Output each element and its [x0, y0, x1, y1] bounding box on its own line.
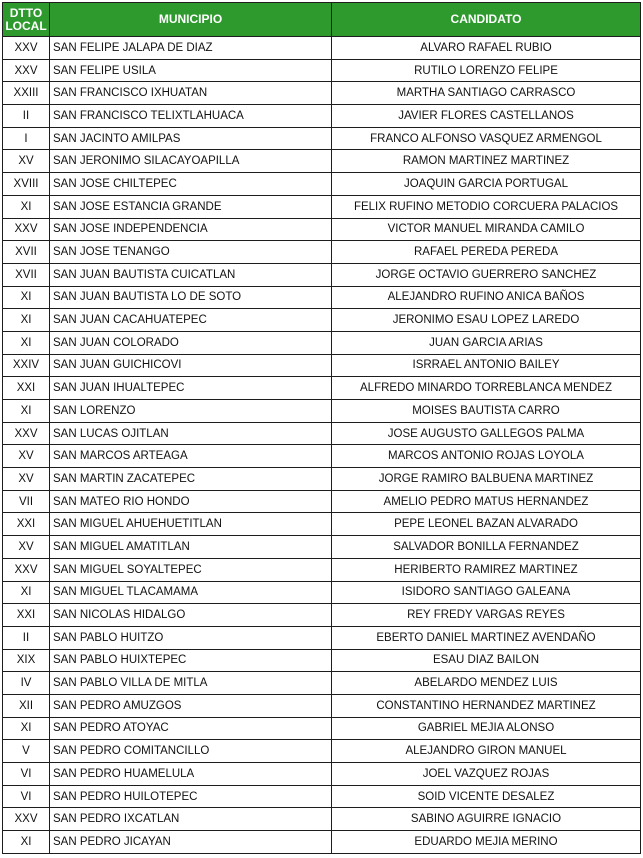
dtto-cell: XV — [3, 468, 50, 491]
table-row — [3, 558, 641, 581]
table-row — [3, 740, 641, 763]
dtto-cell: XXI — [3, 377, 50, 400]
candidato-cell: JORGE RAMIRO BALBUENA MARTINEZ — [332, 468, 641, 491]
dtto-cell: XI — [3, 331, 50, 354]
dtto-cell: XXV — [3, 59, 50, 82]
candidato-cell: REY FREDY VARGAS REYES — [332, 604, 641, 627]
municipio-cell: SAN PABLO VILLA DE MITLA — [50, 672, 332, 695]
table-row — [3, 173, 641, 196]
table-row — [3, 37, 641, 60]
municipio-cell: SAN JERONIMO SILACAYOAPILLA — [50, 150, 332, 173]
municipio-cell: SAN FRANCISCO TELIXTLAHUACA — [50, 105, 332, 128]
dtto-cell: XXV — [3, 37, 50, 60]
municipio-cell: SAN JOSE CHILTEPEC — [50, 173, 332, 196]
candidato-cell: ALVARO RAFAEL RUBIO — [332, 37, 641, 60]
table-row — [3, 286, 641, 309]
candidato-cell: EBERTO DANIEL MARTINEZ AVENDAÑO — [332, 626, 641, 649]
table-row — [3, 694, 641, 717]
municipio-cell: SAN JACINTO AMILPAS — [50, 127, 332, 150]
municipio-cell: SAN PABLO HUITZO — [50, 626, 332, 649]
table-row — [3, 400, 641, 423]
candidato-cell: PEPE LEONEL BAZAN ALVARADO — [332, 513, 641, 536]
header-candidato: CANDIDATO — [332, 3, 641, 37]
candidato-cell: JAVIER FLORES CASTELLANOS — [332, 105, 641, 128]
municipio-cell: SAN FELIPE JALAPA DE DIAZ — [50, 37, 332, 60]
table-row — [3, 785, 641, 808]
dtto-cell: XI — [3, 286, 50, 309]
table-row — [3, 445, 641, 468]
table-row — [3, 59, 641, 82]
candidato-cell: MOISES BAUTISTA CARRO — [332, 400, 641, 423]
municipio-cell: SAN MIGUEL TLACAMAMA — [50, 581, 332, 604]
table-row — [3, 82, 641, 105]
table-row — [3, 513, 641, 536]
candidato-cell: ESAU DIAZ BAILON — [332, 649, 641, 672]
municipio-cell: SAN PEDRO HUAMELULA — [50, 763, 332, 786]
candidato-cell: JOAQUIN GARCIA PORTUGAL — [332, 173, 641, 196]
municipio-cell: SAN MARCOS ARTEAGA — [50, 445, 332, 468]
municipio-cell: SAN PEDRO JICAYAN — [50, 831, 332, 854]
dtto-cell: XI — [3, 717, 50, 740]
municipio-cell: SAN JUAN CACAHUATEPEC — [50, 309, 332, 332]
municipio-cell: SAN LORENZO — [50, 400, 332, 423]
candidato-cell: SALVADOR BONILLA FERNANDEZ — [332, 536, 641, 559]
candidato-cell: JERONIMO ESAU LOPEZ LAREDO — [332, 309, 641, 332]
table-row — [3, 717, 641, 740]
municipio-cell: SAN PEDRO ATOYAC — [50, 717, 332, 740]
table-row — [3, 105, 641, 128]
table-row — [3, 309, 641, 332]
table-row — [3, 354, 641, 377]
dtto-cell: I — [3, 127, 50, 150]
municipio-cell: SAN JUAN GUICHICOVI — [50, 354, 332, 377]
table-row — [3, 808, 641, 831]
dtto-cell: VII — [3, 490, 50, 513]
candidato-cell: JOSE AUGUSTO GALLEGOS PALMA — [332, 422, 641, 445]
dtto-cell: V — [3, 740, 50, 763]
candidato-cell: ALFREDO MINARDO TORREBLANCA MENDEZ — [332, 377, 641, 400]
dtto-cell: XI — [3, 831, 50, 854]
dtto-cell: XI — [3, 400, 50, 423]
header-dtto-line2: LOCAL — [5, 18, 47, 33]
candidates-table — [2, 2, 641, 854]
candidato-cell: ISRRAEL ANTONIO BAILEY — [332, 354, 641, 377]
candidato-cell: RAMON MARTINEZ MARTINEZ — [332, 150, 641, 173]
table-row — [3, 649, 641, 672]
municipio-cell: SAN PEDRO IXCATLAN — [50, 808, 332, 831]
dtto-cell: XVII — [3, 241, 50, 264]
candidato-cell: EDUARDO MEJIA MERINO — [332, 831, 641, 854]
header-row — [3, 3, 641, 37]
dtto-cell: XI — [3, 309, 50, 332]
dtto-cell: XXV — [3, 422, 50, 445]
table-row — [3, 672, 641, 695]
municipio-cell: SAN PEDRO AMUZGOS — [50, 694, 332, 717]
municipio-cell: SAN FELIPE USILA — [50, 59, 332, 82]
table-row — [3, 626, 641, 649]
municipio-cell: SAN JOSE ESTANCIA GRANDE — [50, 195, 332, 218]
dtto-cell: XXV — [3, 218, 50, 241]
candidato-cell: RAFAEL PEREDA PEREDA — [332, 241, 641, 264]
municipio-cell: SAN LUCAS OJITLAN — [50, 422, 332, 445]
candidato-cell: ISIDORO SANTIAGO GALEANA — [332, 581, 641, 604]
table-row — [3, 377, 641, 400]
candidato-cell: HERIBERTO RAMIREZ MARTINEZ — [332, 558, 641, 581]
municipio-cell: SAN JOSE INDEPENDENCIA — [50, 218, 332, 241]
table-row — [3, 195, 641, 218]
municipio-cell: SAN NICOLAS HIDALGO — [50, 604, 332, 627]
table-row — [3, 422, 641, 445]
table-row — [3, 604, 641, 627]
table-row — [3, 536, 641, 559]
dtto-cell: XI — [3, 195, 50, 218]
header-dtto-local — [3, 3, 50, 37]
candidato-cell: SOID VICENTE DESALEZ — [332, 785, 641, 808]
candidato-cell: CONSTANTINO HERNANDEZ MARTINEZ — [332, 694, 641, 717]
dtto-cell: II — [3, 105, 50, 128]
dtto-cell: XI — [3, 581, 50, 604]
table-row — [3, 490, 641, 513]
candidato-cell: FELIX RUFINO METODIO CORCUERA PALACIOS — [332, 195, 641, 218]
candidato-cell: ABELARDO MENDEZ LUIS — [332, 672, 641, 695]
header-dtto-line1: DTTO — [9, 5, 43, 20]
dtto-cell: XXV — [3, 558, 50, 581]
table-row — [3, 150, 641, 173]
dtto-cell: XV — [3, 150, 50, 173]
dtto-cell: XXV — [3, 808, 50, 831]
candidato-cell: VICTOR MANUEL MIRANDA CAMILO — [332, 218, 641, 241]
dtto-cell: IV — [3, 672, 50, 695]
municipio-cell: SAN JUAN BAUTISTA LO DE SOTO — [50, 286, 332, 309]
candidato-cell: JOEL VAZQUEZ ROJAS — [332, 763, 641, 786]
table-row — [3, 581, 641, 604]
table-row — [3, 127, 641, 150]
dtto-cell: XV — [3, 445, 50, 468]
municipio-cell: SAN MIGUEL AMATITLAN — [50, 536, 332, 559]
dtto-cell: XVII — [3, 263, 50, 286]
dtto-cell: XXIV — [3, 354, 50, 377]
candidato-cell: GABRIEL MEJIA ALONSO — [332, 717, 641, 740]
candidato-cell: ALEJANDRO RUFINO ANICA BAÑOS — [332, 286, 641, 309]
municipio-cell: SAN PEDRO COMITANCILLO — [50, 740, 332, 763]
candidato-cell: MARTHA SANTIAGO CARRASCO — [332, 82, 641, 105]
candidato-cell: JUAN GARCIA ARIAS — [332, 331, 641, 354]
municipio-cell: SAN PABLO HUIXTEPEC — [50, 649, 332, 672]
table-row — [3, 263, 641, 286]
municipio-cell: SAN MIGUEL SOYALTEPEC — [50, 558, 332, 581]
municipio-cell: SAN FRANCISCO IXHUATAN — [50, 82, 332, 105]
dtto-cell: XV — [3, 536, 50, 559]
municipio-cell: SAN MARTIN ZACATEPEC — [50, 468, 332, 491]
municipio-cell: SAN MIGUEL AHUEHUETITLAN — [50, 513, 332, 536]
candidato-cell: MARCOS ANTONIO ROJAS LOYOLA — [332, 445, 641, 468]
dtto-cell: VI — [3, 763, 50, 786]
candidato-cell: FRANCO ALFONSO VASQUEZ ARMENGOL — [332, 127, 641, 150]
candidato-cell: SABINO AGUIRRE IGNACIO — [332, 808, 641, 831]
municipio-cell: SAN PEDRO HUILOTEPEC — [50, 785, 332, 808]
candidato-cell: ALEJANDRO GIRON MANUEL — [332, 740, 641, 763]
municipio-cell: SAN JOSE TENANGO — [50, 241, 332, 264]
dtto-cell: II — [3, 626, 50, 649]
dtto-cell: XXI — [3, 513, 50, 536]
dtto-cell: XVIII — [3, 173, 50, 196]
table-row — [3, 331, 641, 354]
candidato-cell: AMELIO PEDRO MATUS HERNANDEZ — [332, 490, 641, 513]
municipio-cell: SAN JUAN BAUTISTA CUICATLAN — [50, 263, 332, 286]
municipio-cell: SAN JUAN IHUALTEPEC — [50, 377, 332, 400]
dtto-cell: XIX — [3, 649, 50, 672]
table-row — [3, 218, 641, 241]
dtto-cell: XII — [3, 694, 50, 717]
table-row — [3, 763, 641, 786]
table-row — [3, 831, 641, 854]
candidato-cell: RUTILO LORENZO FELIPE — [332, 59, 641, 82]
dtto-cell: XXI — [3, 604, 50, 627]
table-row — [3, 468, 641, 491]
municipio-cell: SAN MATEO RIO HONDO — [50, 490, 332, 513]
municipio-cell: SAN JUAN COLORADO — [50, 331, 332, 354]
candidato-cell: JORGE OCTAVIO GUERRERO SANCHEZ — [332, 263, 641, 286]
dtto-cell: XXIII — [3, 82, 50, 105]
header-municipio: MUNICIPIO — [50, 3, 332, 37]
table-row — [3, 241, 641, 264]
dtto-cell: VI — [3, 785, 50, 808]
